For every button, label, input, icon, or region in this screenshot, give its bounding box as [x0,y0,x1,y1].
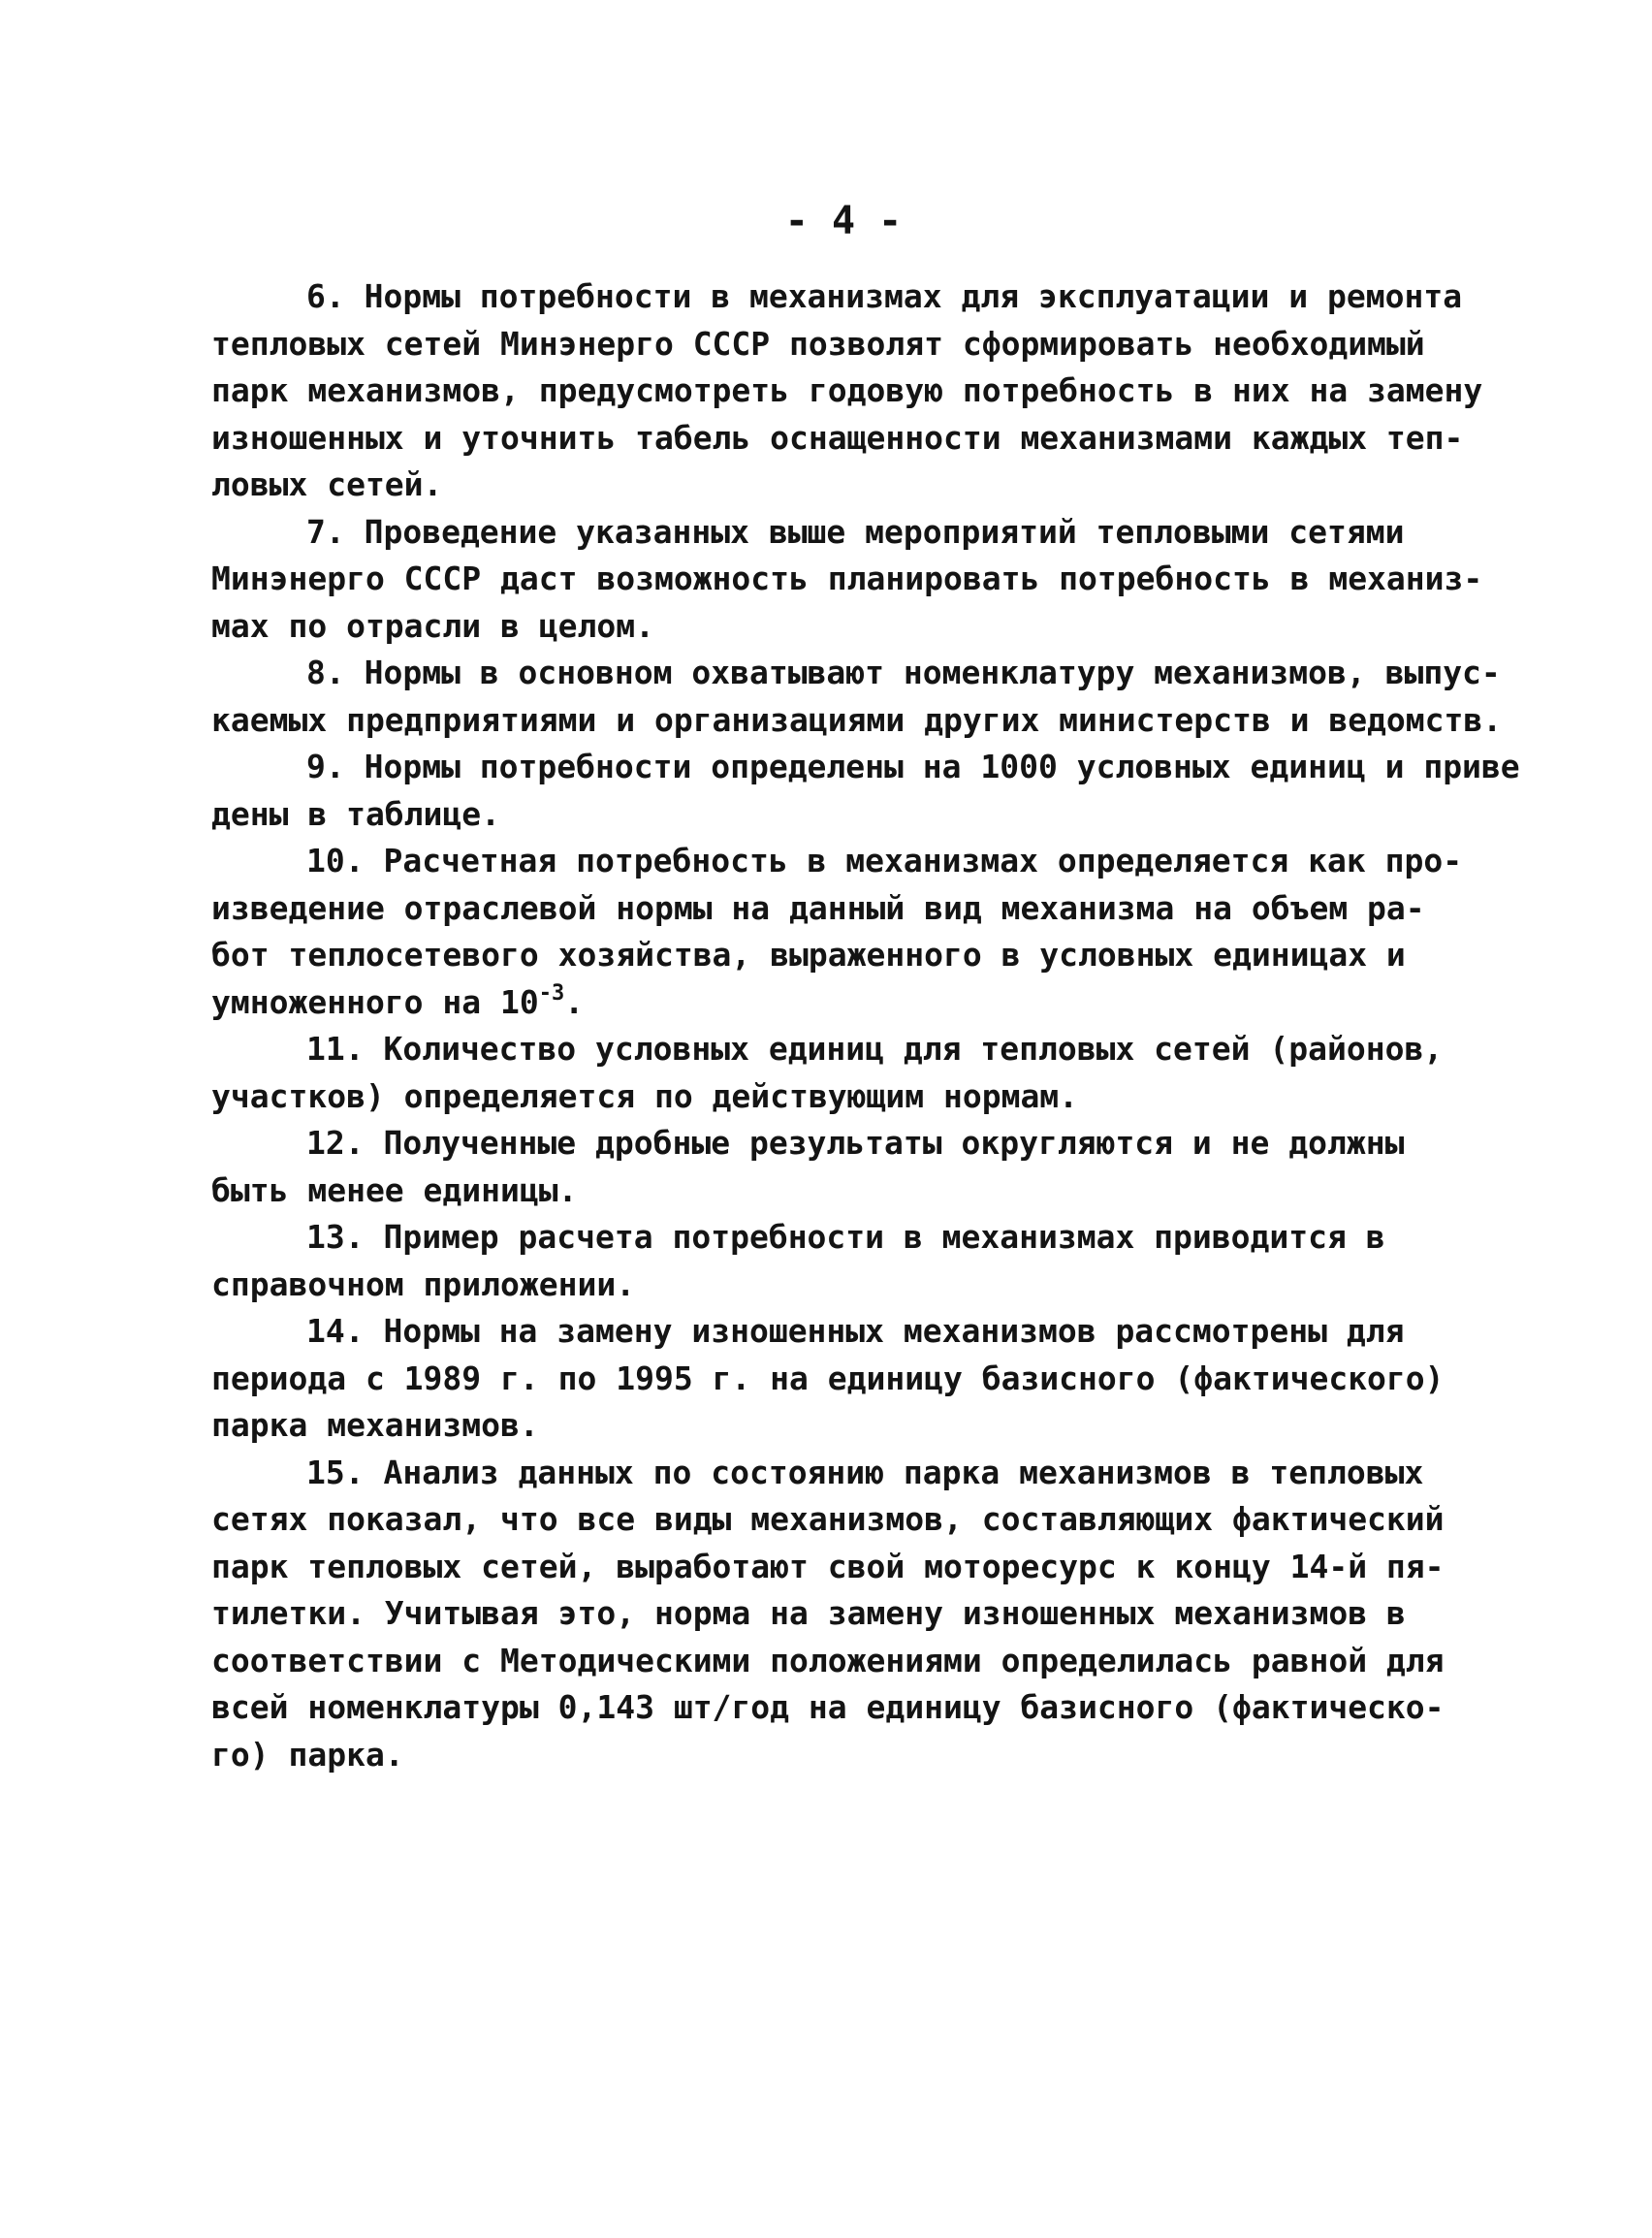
paragraph-14 [211,1308,1588,1450]
text-line-with-exponent [211,979,1588,1027]
text-line: изношенных и уточнить табель оснащенности механизмами каждых теп- [211,418,1464,457]
text-line: Минэнерго СССР даст возможность планировать потребность в механиз- [211,560,1483,597]
text-line: бот теплосетевого хозяйства, выраженного в условных единицах и [211,936,1406,974]
text-line: быть менее единицы. [211,1170,578,1209]
text-line: 9. Нормы потребности определены на 1000 условных единиц и приве [306,748,1520,785]
text-line: мах по отрасли в целом. [211,606,654,645]
paragraph-7 [211,509,1588,651]
paragraph-10 [211,838,1588,1026]
text-line: ловых сетей. [211,465,443,503]
text-line: тепловых сетей Минэнерго СССР позволят сформировать необходимый [211,324,1425,363]
page-number: - 4 - [784,199,903,243]
text-line: 10. Расчетная потребность в механизмах определяется как про- [306,842,1463,879]
paragraph-11 [211,1026,1588,1120]
text-line: тилетки. Учитывая это, норма на замену изношенных механизмов в [211,1594,1406,1632]
paragraph-6 [211,273,1588,509]
text-line: 7. Проведение указанных выше мероприятий тепловыми сетями [306,512,1405,551]
text-line: сетях показал, что все виды механизмов, составляющих фактический [211,1500,1445,1538]
document-body [211,273,1588,1778]
text-line: парк тепловых сетей, выработают свой моторесурс к концу 14-й пя- [211,1547,1445,1585]
text-line: дены в таблице. [211,794,501,833]
text-line: 15. Анализ данных по состоянию парка механизмов в тепловых [306,1453,1424,1491]
text-line: каемых предприятиями и организациями других министерств и ведомств. [211,700,1503,739]
paragraph-13 [211,1214,1588,1308]
text-line-part: . [564,982,585,1021]
text-line: парка механизмов. [211,1406,539,1444]
text-line: справочном приложении. [211,1264,636,1303]
paragraph-12 [211,1120,1588,1214]
text-line: соответствии с Методическими положениями определилась равной для [211,1641,1445,1679]
text-line: участков) определяется по действующим нормам. [211,1076,1079,1115]
text-line: 14. Нормы на замену изношенных механизмов рассмотрены для [306,1312,1405,1350]
paragraph-8 [211,650,1588,744]
text-line: всей номенклатуры 0,143 шт/год на единицу базисного (фактическо- [211,1688,1445,1726]
text-line: периода с 1989 г. по 1995 г. на единицу базисного (фактического) [211,1359,1445,1397]
text-line: 6. Нормы потребности в механизмах для эксплуатации и ремонта [306,277,1463,315]
exponent: -3 [538,980,565,1006]
text-line: 13. Пример расчета потребности в механизмах приводится в [306,1218,1385,1256]
paragraph-15 [211,1450,1588,1779]
text-line: изведение отраслевой нормы на данный вид механизма на объем ра- [211,888,1425,927]
paragraph-9 [211,744,1588,838]
text-line: парк механизмов, предусмотреть годовую потребность в них на замену [211,371,1483,409]
text-line: 8. Нормы в основном охватывают номенклатуру механизмов, выпус- [306,654,1501,691]
text-line: го) парка. [211,1735,404,1774]
text-line-part: умноженного на 10 [211,982,539,1021]
text-line: 12. Полученные дробные результаты округляются и не должны [306,1124,1405,1162]
text-line: 11. Количество условных единиц для тепловых сетей (районов, [306,1030,1444,1068]
